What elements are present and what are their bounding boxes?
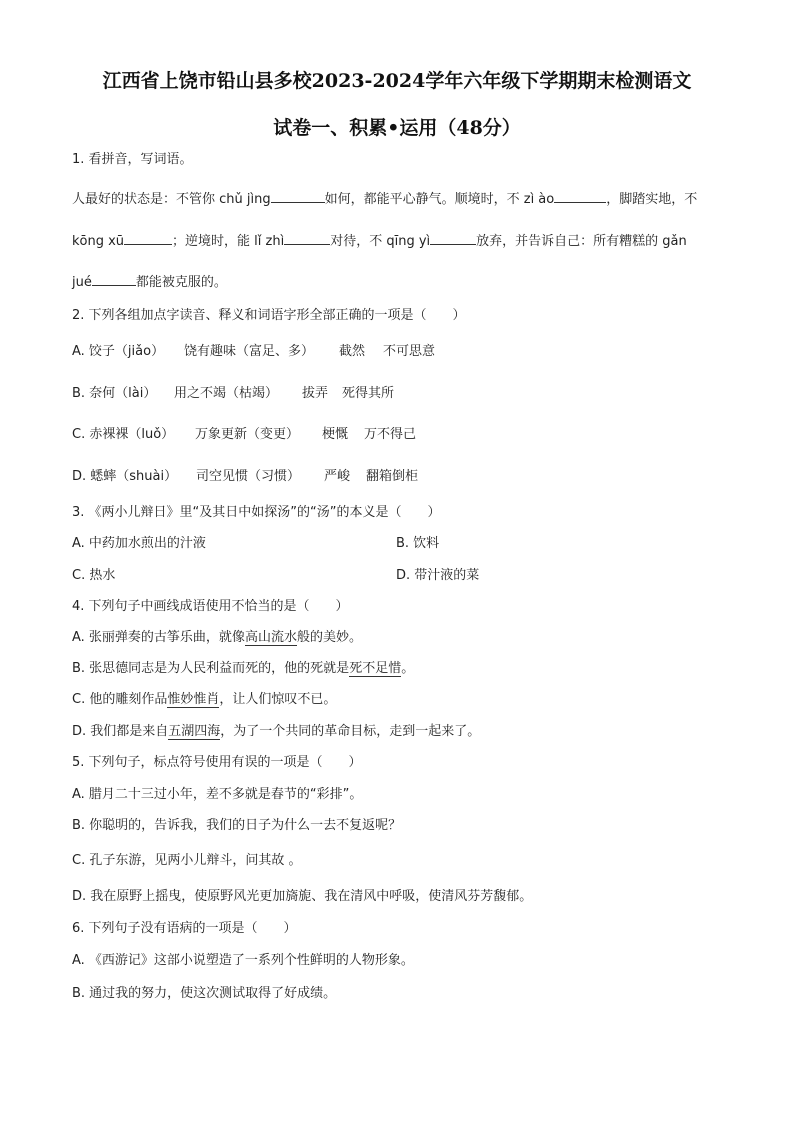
q6-option-a[interactable]: A. 《西游记》这部小说塑造了一系列个性鲜明的人物形象。 [72,953,414,968]
q1-text-line-2 [72,231,687,251]
option-text: 。 [401,661,415,676]
q5-option-d[interactable]: D. 我在原野上摇曳，使原野风光更加旖旎、我在清风中呼吸，使清风芬芳馥郁。 [72,889,533,904]
underlined-idiom: 惟妙惟肖 [167,692,220,707]
answer-blank[interactable] [554,189,606,203]
q3-option-a[interactable]: A. 中药加水煎出的汁液 [72,536,206,551]
option-text: 用之不竭（枯竭） [174,386,279,401]
q5-option-a[interactable]: A. 腊月二十三过小年，差不多就是春节的“彩排”。 [72,787,363,802]
answer-blank[interactable] [284,231,330,245]
option-text: A. 张丽弹奏的古筝乐曲，就像 [72,630,245,645]
q6-option-b[interactable]: B. 通过我的努力，使这次测试取得了好成绩。 [72,986,337,1001]
answer-blank[interactable] [92,272,136,286]
option-text: B. 奈何（lài） [72,386,157,401]
q5-option-c[interactable]: C. 孔子东游，见两小儿辩斗，问其故 。 [72,853,302,868]
q1-text-line-1 [72,189,697,209]
q1-text: 如何，都能平心静气。顺境时，不 zì ào [324,192,555,207]
option-text: B. 张思德同志是为人民利益而死的，他的死就是 [72,661,350,676]
option-text: 梗慨 [322,427,349,442]
q1-text: jué [72,275,92,290]
option-text: 般的美妙。 [296,630,362,645]
q5-stem: 5. 下列句子，标点符号使用有误的一项是（ ） [72,755,362,770]
option-text: ，让人们惊叹不已。 [219,692,337,707]
option-text: 饶有趣味（富足、多） [184,344,315,359]
option-text: A. 饺子（jiǎo） [72,344,165,359]
option-text: D. 我们都是来自 [72,724,169,739]
q2-option-c[interactable] [72,426,416,444]
option-text: 翻箱倒柜 [366,469,419,484]
q1-text-line-3 [72,272,227,292]
option-text: C. 他的雕刻作品 [72,692,168,707]
q1-text: 对待，不 qīng yì [330,234,431,249]
q3-option-d[interactable]: D. 带汁液的菜 [396,568,480,583]
q2-option-b[interactable] [72,385,394,403]
q4-option-d[interactable] [72,723,480,741]
q2-stem: 2. 下列各组加点字读音、释义和词语字形全部正确的一项是（ ） [72,308,466,323]
q1-text: 都能被克服的。 [135,275,227,290]
option-text: 截然 [339,344,366,359]
answer-blank[interactable] [271,189,325,203]
q1-text: ，脚踏实地，不 [606,192,698,207]
option-text: ，为了一个共同的革命目标，走到一起来了。 [220,724,481,739]
underlined-idiom: 高山流水 [244,630,297,645]
q3-stem: 3. 《两小儿辩日》里“及其日中如探汤”的“汤”的本义是（ ） [72,505,441,520]
option-text: C. 赤裸裸（luǒ） [72,427,175,442]
q4-option-b[interactable] [72,660,414,678]
q4-option-c[interactable] [72,691,336,709]
q1-text: ；逆境时，能 lǐ zhì [172,234,285,249]
q1-text: kōng xū [72,234,125,249]
q2-option-a[interactable] [72,343,435,361]
q6-stem: 6. 下列句子没有语病的一项是（ ） [72,921,297,936]
option-text: 死得其所 [342,386,395,401]
q1-stem: 1. 看拼音，写词语。 [72,152,193,167]
underlined-idiom: 五湖四海 [168,724,221,739]
q4-stem: 4. 下列句子中画线成语使用不恰当的是（ ） [72,599,349,614]
option-text: 万象更新（变更） [195,427,300,442]
q3-option-c[interactable]: C. 热水 [72,568,116,583]
exam-title-line-1: 江西省上饶市铅山县多校2023-2024学年六年级下学期期末检测语文 [102,70,692,92]
underlined-idiom: 死不足惜 [349,661,402,676]
option-text: 司空见惯（习惯） [196,469,301,484]
option-text: D. 蟋蟀（shuài） [72,469,178,484]
q5-option-b[interactable]: B. 你聪明的，告诉我，我们的日子为什么一去不复返呢？ [72,818,402,833]
answer-blank[interactable] [430,231,476,245]
q1-text: 人最好的状态是：不管你 chǔ jìng [72,192,271,207]
q3-option-b[interactable]: B. 饮料 [396,536,440,551]
q4-option-a[interactable] [72,629,362,647]
exam-title-line-2: 试卷一、积累•运用（48分） [273,117,521,139]
option-text: 不可思意 [383,344,436,359]
option-text: 万不得己 [364,427,417,442]
q2-option-d[interactable] [72,468,418,486]
option-text: 严峻 [324,469,351,484]
q1-text: 放弃，并告诉自己：所有糟糕的 gǎn [476,234,687,249]
option-text: 拔弄 [302,386,329,401]
answer-blank[interactable] [124,231,172,245]
